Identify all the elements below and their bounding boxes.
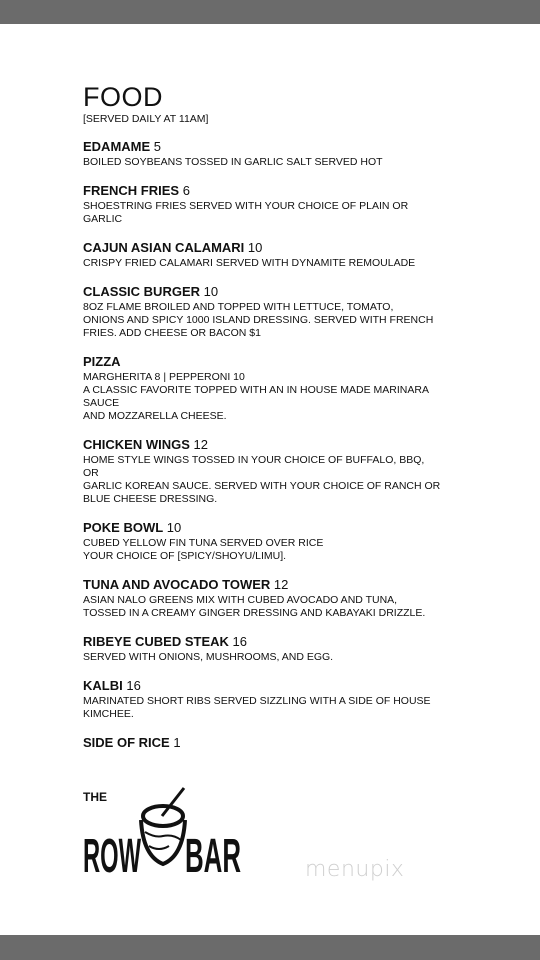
menu-item-price: 10 [247, 240, 263, 255]
menu-item [83, 284, 493, 340]
menu-item-description-line: TOSSED IN A CREAMY GINGER DRESSING AND KABAYAKI DRIZZLE. [83, 607, 426, 619]
menu-item-heading [83, 354, 493, 369]
menu-item-description-line: SERVED WITH ONIONS, MUSHROOMS, AND EGG. [83, 651, 334, 663]
menu-item-name: CLASSIC BURGER [83, 284, 201, 299]
menu-item-heading [83, 240, 493, 255]
menu-item-description-line: OR [83, 467, 99, 479]
menu-item-description-line: AND MOZZARELLA CHEESE. [83, 410, 227, 422]
menu-item-name: POKE BOWL [83, 520, 164, 535]
menu-item-heading [83, 634, 493, 649]
menu-item-heading [83, 183, 493, 198]
menu-item [83, 735, 493, 750]
menu-item-description-line: ONIONS AND SPICY 1000 ISLAND DRESSING. SERVED WITH FRENCH [83, 314, 434, 326]
logo-the-text: THE [83, 790, 107, 804]
menu-item-description-line: 8OZ FLAME BROILED AND TOPPED WITH LETTUCE, TOMATO, [83, 301, 394, 313]
menu-item-description-line: FRIES. ADD CHEESE OR BACON $1 [83, 327, 261, 339]
menu-item-heading [83, 735, 493, 750]
menu-item-description-line: BOILED SOYBEANS TOSSED IN GARLIC SALT SERVED HOT [83, 156, 383, 168]
menu-item-name: CHICKEN WINGS [83, 437, 190, 452]
menu-item-description-line: GARLIC KOREAN SAUCE. SERVED WITH YOUR CHOICE OF RANCH OR [83, 480, 441, 492]
menu-item-description-line: MARINATED SHORT RIBS SERVED SIZZLING WITH A SIDE OF HOUSE [83, 695, 431, 707]
menu-item [83, 437, 493, 506]
menu-item-heading [83, 678, 493, 693]
menu-item-description-line: CRISPY FRIED CALAMARI SERVED WITH DYNAMITE REMOULADE [83, 257, 416, 269]
logo-bar-text: BAR [185, 830, 241, 883]
logo-row-text: ROW [83, 830, 142, 883]
menu-item-description-line: YOUR CHOICE OF [SPICY/SHOYU/LIMU]. [83, 550, 287, 562]
menu-title: FOOD [83, 82, 163, 112]
menu-subtitle: [SERVED DAILY AT 11AM] [83, 113, 209, 125]
menupix-watermark: menupix [305, 857, 405, 882]
menu-item-price: 5 [153, 139, 162, 154]
menu-items-list [83, 139, 493, 750]
menu-item-name: TUNA AND AVOCADO TOWER [83, 577, 271, 592]
menu-item-name: FRENCH FRIES [83, 183, 180, 198]
menu-item-name: RIBEYE CUBED STEAK [83, 634, 229, 649]
menu-item-name: EDAMAME [83, 139, 151, 154]
menu-item-heading [83, 520, 493, 535]
menu-item-name: SIDE OF RICE [83, 735, 170, 750]
menu-item-description-line: BLUE CHEESE DRESSING. [83, 493, 218, 505]
menu-item-description-line: HOME STYLE WINGS TOSSED IN YOUR CHOICE OF BUFFALO, BBQ, [83, 454, 425, 466]
menu-item-description-line: CUBED YELLOW FIN TUNA SERVED OVER RICE [83, 537, 324, 549]
menu-item-description-line: ASIAN NALO GREENS MIX WITH CUBED AVOCADO AND TUNA, [83, 594, 398, 606]
food-menu [83, 82, 493, 764]
row-bar-logo [83, 786, 243, 883]
menu-item-heading [83, 437, 493, 452]
menu-item-description-line: MARGHERITA 8 | PEPPERONI 10 [83, 371, 245, 383]
menu-item-price: 10 [166, 520, 182, 535]
menu-item-description-line: GARLIC [83, 213, 123, 225]
menu-item [83, 139, 493, 169]
menu-item [83, 520, 493, 563]
coconut-drink-icon [141, 788, 185, 864]
menu-item-price: 16 [126, 678, 141, 693]
menu-item-price: 12 [193, 437, 208, 452]
menu-item [83, 634, 493, 664]
menu-item-price: 12 [273, 577, 289, 592]
menu-item-name: CAJUN ASIAN CALAMARI [83, 240, 245, 255]
bottom-frame-bar [0, 935, 540, 960]
menu-item-heading [83, 577, 493, 592]
menu-item-price: 6 [182, 183, 190, 198]
menu-item-description-line: KIMCHEE. [83, 708, 134, 720]
menu-item-name: KALBI [83, 678, 123, 693]
menu-item-name: PIZZA [83, 354, 121, 369]
menu-item [83, 577, 493, 620]
menu-item-description-line: SHOESTRING FRIES SERVED WITH YOUR CHOICE OF PLAIN OR [83, 200, 409, 212]
menu-item [83, 240, 493, 270]
menu-item-description-line: A CLASSIC FAVORITE TOPPED WITH AN IN HOUSE MADE MARINARA [83, 384, 429, 396]
top-frame-bar [0, 0, 540, 24]
menu-item-price: 16 [232, 634, 248, 649]
menu-item [83, 183, 493, 226]
menu-item [83, 354, 493, 423]
menu-item [83, 678, 493, 721]
menu-item-description-line: SAUCE [83, 397, 120, 409]
menu-item-price: 10 [203, 284, 219, 299]
menu-item-heading [83, 139, 493, 154]
menu-item-price: 1 [173, 735, 181, 750]
menu-item-heading [83, 284, 493, 299]
